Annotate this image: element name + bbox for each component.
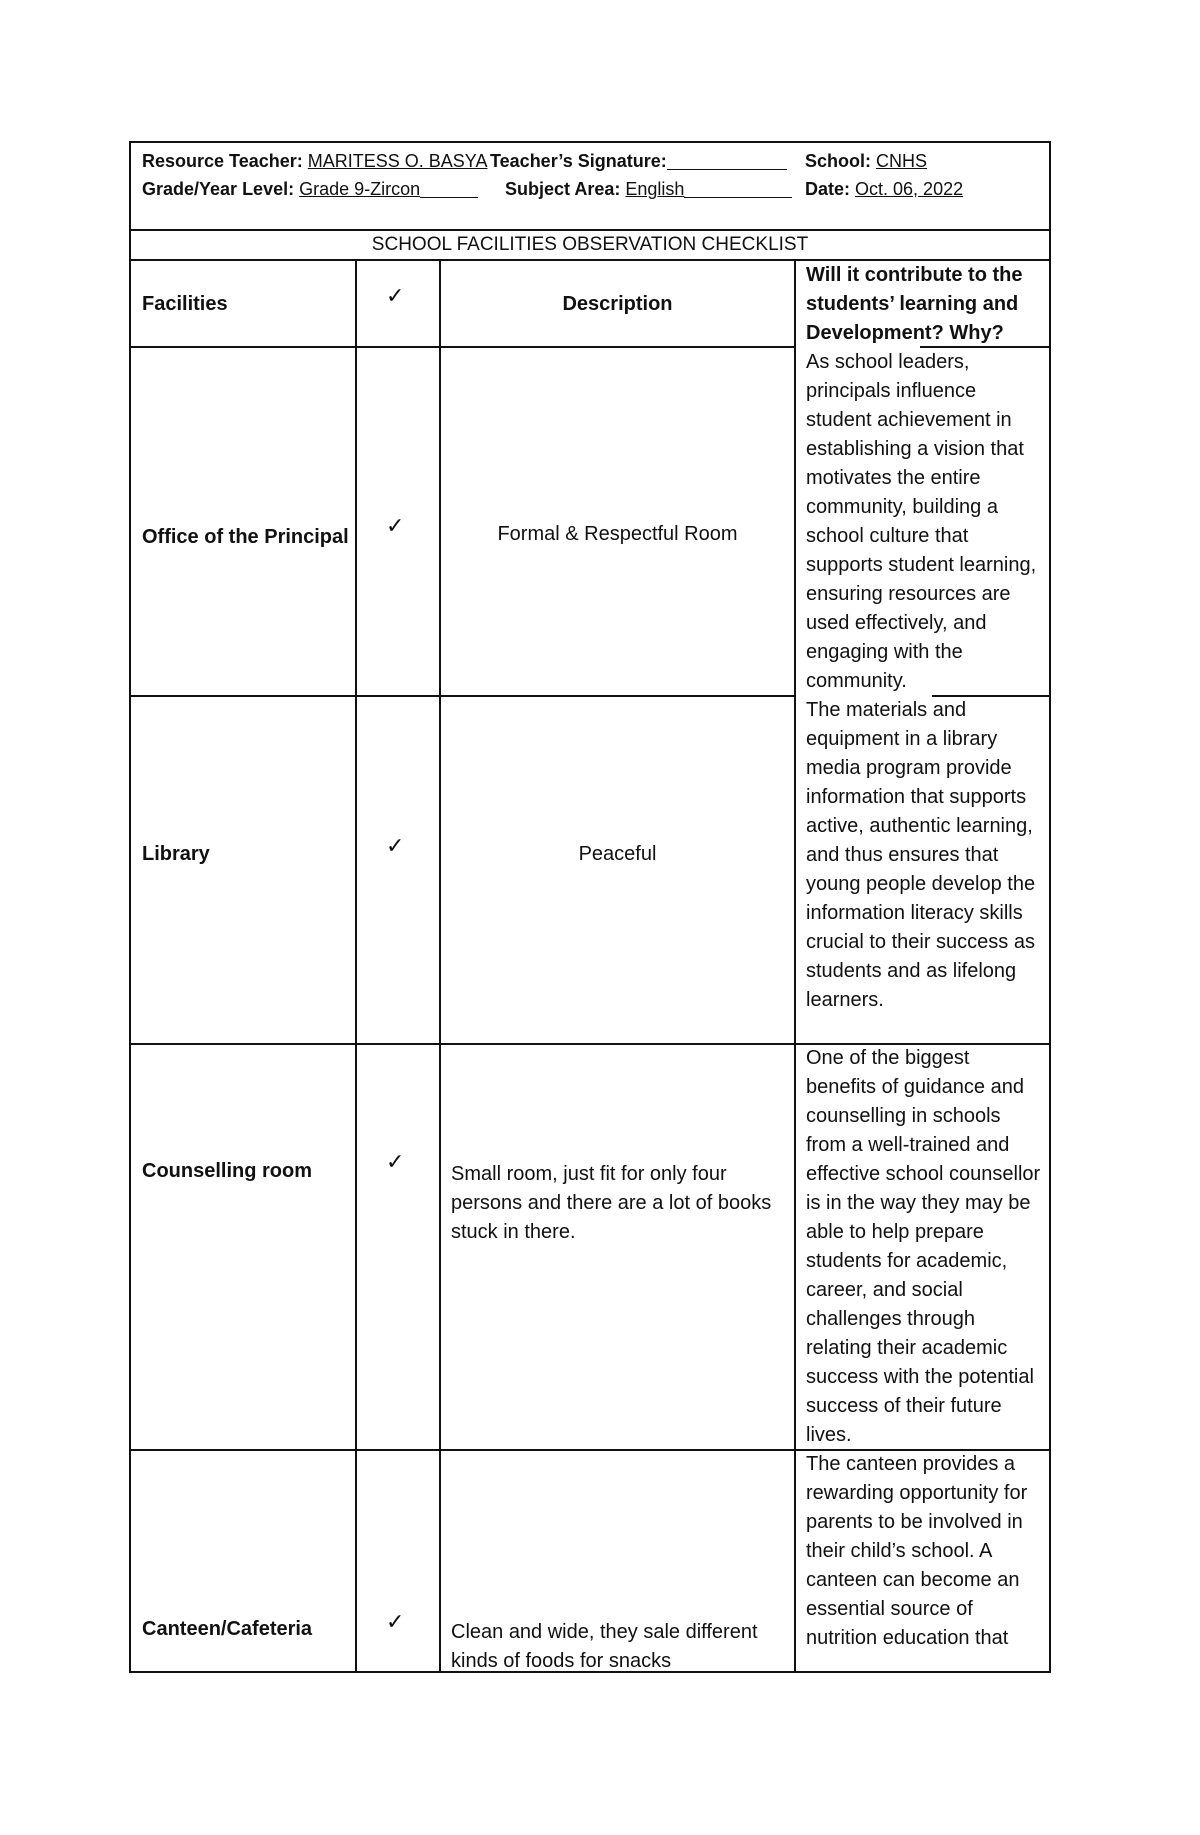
grade-blank [420, 179, 478, 198]
header-section [131, 143, 1049, 231]
check-mark-icon: ✓ [386, 513, 405, 538]
checklist-sheet [129, 141, 1051, 1673]
date-value: Oct. 06, 2022 [855, 179, 964, 199]
resource-teacher-value: MARITESS O. BASYA [307, 151, 488, 171]
column-header-check-icon: ✓ [386, 283, 405, 308]
grade-value: Grade 9-Zircon [299, 179, 421, 199]
subject-blank [684, 179, 792, 198]
contribution-office-principal: As school leaders, principals influence student achievement in establishing a vision that motivates the entire community, building a school culture that supports student learning, ensuring resources are used effectively, and engaging with the community. [806, 351, 1037, 692]
description-office-principal: Formal & Respectful Room [497, 523, 738, 545]
contribution-counselling-room: One of the biggest benefits of guidance and counselling in schools from a well-trained and effective school counsellor is in the way they may be able to help prepare students for academic, career, and social challenges through relating their academic success with the potential success of their future lives. [806, 1047, 1041, 1446]
facility-canteen: Canteen/Cafeteria [142, 1618, 313, 1640]
description-counselling-room: Small room, just fit for only four persons and there are a lot of books stuck in there. [451, 1163, 772, 1243]
signature-label: Teacher’s Signature: [490, 151, 667, 171]
description-canteen: Clean and wide, they sale different kinds of foods for snacks [451, 1621, 758, 1672]
resource-teacher-label: Resource Teacher: [142, 151, 303, 171]
check-mark-icon: ✓ [386, 1609, 405, 1634]
check-mark-icon: ✓ [386, 1149, 405, 1174]
contribution-canteen: The canteen provides a rewarding opportunity for parents to be involved in their child’s school. A canteen can become an essential source of nutrition education that [806, 1453, 1028, 1649]
check-mark-icon: ✓ [386, 833, 405, 858]
grade-label: Grade/Year Level: [142, 179, 295, 199]
date-label: Date: [805, 179, 851, 199]
row-divider [131, 346, 794, 348]
facility-counselling-room: Counselling room [142, 1160, 312, 1182]
column-divider [355, 261, 357, 1671]
checklist-title: SCHOOL FACILITIES OBSERVATION CHECKLIST [131, 231, 1049, 261]
signature-blank [667, 151, 787, 170]
column-header-description: Description [562, 293, 673, 315]
row-divider [131, 695, 794, 697]
column-header-facilities: Facilities [142, 293, 228, 315]
school-label: School: [805, 151, 871, 171]
description-library: Peaceful [578, 843, 657, 865]
column-divider [439, 261, 441, 1671]
facility-library: Library [142, 843, 210, 865]
school-value: CNHS [876, 151, 928, 171]
column-header-contribution: Will it contribute to the students’ learning and Development? Why? [806, 264, 1023, 344]
subject-value: English [625, 179, 685, 199]
facility-office-principal: Office of the Principal [142, 526, 349, 548]
contribution-library: The materials and equipment in a library media program provide information that supports active, authentic learning, and thus ensures that young people develop the information literacy skills crucial to their success as students and as lifelong learners. [806, 699, 1036, 1011]
subject-label: Subject Area: [505, 179, 621, 199]
